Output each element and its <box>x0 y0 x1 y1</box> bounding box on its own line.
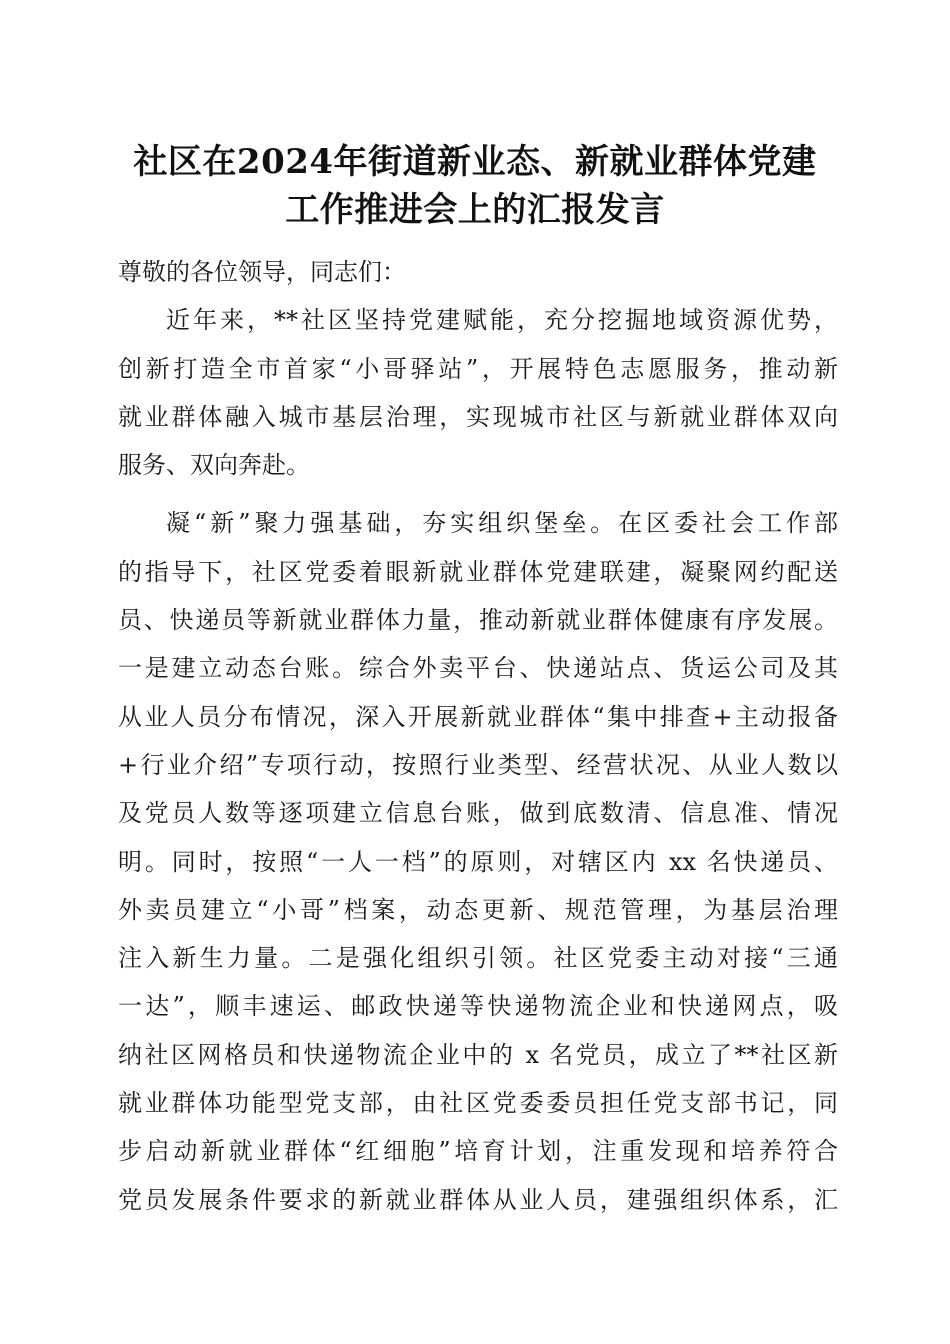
paragraph-line: 注入新生力量。二是强化组织引领。社区党委主动对接“三通 <box>118 944 838 973</box>
paragraph-line: 一达”，顺丰速运、邮政快递等快递物流企业和快递网点，吸 <box>118 992 838 1021</box>
paragraph-2 <box>118 499 838 1223</box>
paragraph-line: 明。同时，按照“一人一档”的原则，对辖区内 xx 名快递员、 <box>118 847 838 876</box>
paragraph-line: 从业人员分布情况，深入开展新就业群体“集中排查+主动报备 <box>118 702 838 731</box>
paragraph-line: +行业介绍”专项行动，按照行业类型、经营状况、从业人数以 <box>118 750 838 779</box>
paragraph-line: 就业群体融入城市基层治理，实现城市社区与新就业群体双向 <box>118 402 838 431</box>
paragraph-line: 近年来，**社区坚持党建赋能，充分挖掘地域资源优势， <box>166 306 838 335</box>
document-body <box>118 248 838 1224</box>
paragraph-line: 纳社区网格员和快递物流企业中的 x 名党员，成立了**社区新 <box>118 1040 838 1069</box>
salutation: 尊敬的各位领导，同志们： <box>118 258 406 286</box>
paragraph-1 <box>118 296 838 489</box>
paragraph-line: 凝“新”聚力强基础，夯实组织堡垒。在区委社会工作部 <box>166 509 838 538</box>
paragraph-line: 党员发展条件要求的新就业群体从业人员，建强组织体系，汇 <box>118 1185 838 1214</box>
paragraph-line: 一是建立动态台账。综合外卖平台、快递站点、货运公司及其 <box>118 654 838 683</box>
paragraph-line: 及党员人数等逐项建立信息台账，做到底数清、信息准、情况 <box>118 799 838 828</box>
document-title-line-1: 社区在2024年街道新业态、新就业群体党建 <box>133 142 817 182</box>
document-title-line-2: 工作推进会上的汇报发言 <box>285 190 665 230</box>
paragraph-line: 员、快递员等新就业群体力量，推动新就业群体健康有序发展。 <box>118 606 838 635</box>
paragraph-gap <box>118 489 838 499</box>
paragraph-line: 步启动新就业群体“红细胞”培育计划，注重发现和培养符合 <box>118 1137 838 1166</box>
paragraph-line: 外卖员建立“小哥”档案，动态更新、规范管理，为基层治理 <box>118 895 838 924</box>
paragraph-line: 就业群体功能型党支部，由社区党委委员担任党支部书记，同 <box>118 1089 838 1118</box>
paragraph-line: 的指导下，社区党委着眼新就业群体党建联建，凝聚网约配送 <box>118 557 838 586</box>
paragraph-line: 创新打造全市首家“小哥驿站”，开展特色志愿服务，推动新 <box>118 354 838 383</box>
paragraph-line: 服务、双向奔赴。 <box>118 451 310 480</box>
